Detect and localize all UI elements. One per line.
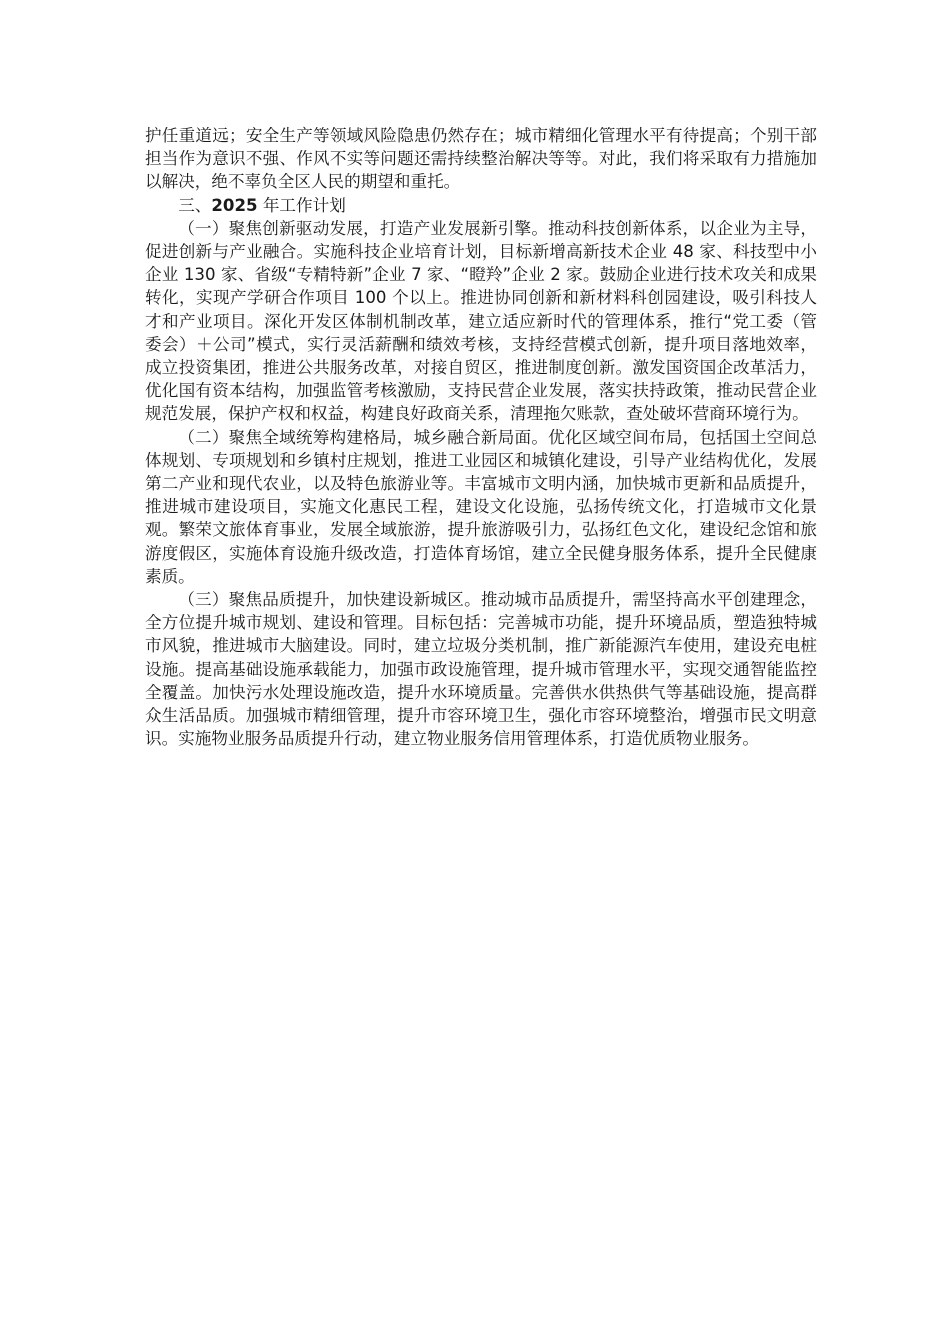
paragraph-urban-rural: （二）聚焦全域统筹构建格局，城乡融合新局面。优化区域空间布局，包括国土空间总体规划、专项规划和乡镇村庄规划，推进工业园区和城镇化建设，引导产业结构优化，发展第二产业和现代农业，以及特色旅游业等。丰富城市文明内涵，加快城市更新和品质提升，推进城市建设项目，实施文化惠民工程，建设文化设施，弘扬传统文化，打造城市文化景观。繁荣文旅体育事业，发展全域旅游，提升旅游吸引力，弘扬红色文化，建设纪念馆和旅游度假区，实施体育设施升级改造，打造体育场馆，建立全民健身服务体系，提升全民健康素质。: [145, 427, 817, 586]
paragraph-innovation: （一）聚焦创新驱动发展，打造产业发展新引擎。推动科技创新体系，以企业为主导，促进创新与产业融合。实施科技企业培育计划，目标新增高新技术企业 48 家、科技型中小企业 130 家、省级“专精特新”企业 7 家、“瞪羚”企业 2 家。鼓励企业进行技术攻关和成果转化，实现产学研合作项目 100 个以上。推进协同创新和新材料科创园建设，吸引科技人才和产业项目。深化开发区体制机制改革，建立适应新时代的管理体系，推行“党工委（管委会）＋公司”模式，实行灵活薪酬和绩效考核，支持经营模式创新，提升项目落地效率，成立投资集团，推进公共服务改革，对接自贸区，推进制度创新。激发国资国企改革活力，优化国有资本结构，加强监管考核激励，支持民营企业发展，落实扶持政策，推动民营企业规范发展，保护产权和权益，构建良好政商关系，清理拖欠账款，查处破坏营商环境行为。: [145, 218, 817, 424]
section-heading-prefix: 三、: [178, 195, 212, 215]
section-heading-year: 2025: [211, 195, 258, 215]
section-heading: [145, 194, 817, 217]
document-body: [145, 124, 817, 750]
section-heading-suffix: 年工作计划: [257, 195, 346, 215]
intro-paragraph: 护任重道远；安全生产等领域风险隐患仍然存在；城市精细化管理水平有待提高；个别干部担当作为意识不强、作风不实等问题还需持续整治解决等等。对此，我们将采取有力措施加以解决，绝不辜负全区人民的期望和重托。: [145, 126, 817, 192]
paragraph-quality: （三）聚焦品质提升，加快建设新城区。推动城市品质提升，需坚持高水平创建理念，全方位提升城市规划、建设和管理。目标包括：完善城市功能，提升环境品质，塑造独特城市风貌，推进城市大脑建设。同时，建立垃圾分类机制，推广新能源汽车使用，建设充电桩设施。提高基础设施承载能力，加强市政设施管理，提升城市管理水平，实现交通智能监控全覆盖。加快污水处理设施改造，提升水环境质量。完善供水供热供气等基础设施，提高群众生活品质。加强城市精细管理，提升市容环境卫生，强化市容环境整治，增强市民文明意识。实施物业服务品质提升行动，建立物业服务信用管理体系，打造优质物业服务。: [145, 590, 817, 749]
